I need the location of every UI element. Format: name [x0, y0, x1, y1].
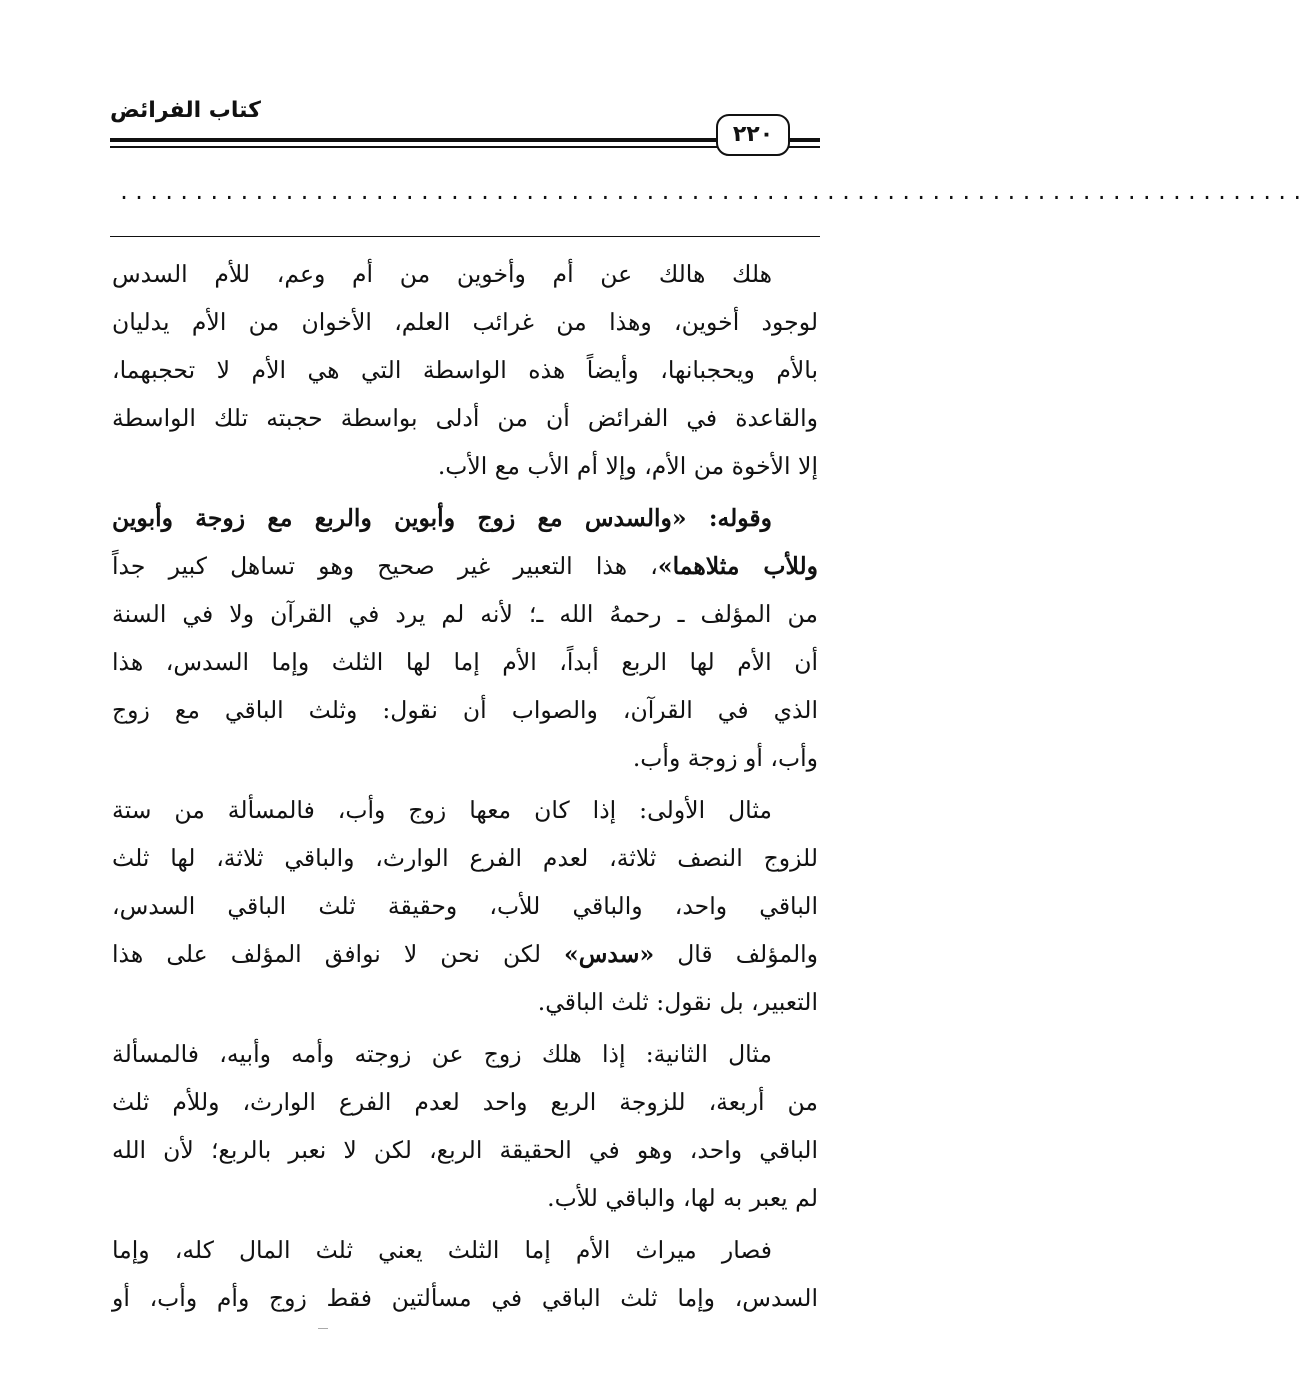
text-line: أن الأم لها الربع أبداً، الأم إما لها الثلث وإما السدس، هذا — [112, 648, 818, 676]
text-line: الباقي واحد، والباقي للأب، وحقيقة ثلث الباقي السدس، — [112, 892, 818, 920]
paragraph-1 — [112, 250, 818, 490]
page-body — [112, 250, 818, 1326]
text-line: مثال الأولى: إذا كان معها زوج وأب، فالمسألة من ستة — [112, 796, 772, 824]
text-line: وأب، أو زوجة وأب. — [632, 744, 818, 772]
text-line: بالأم ويحجبانها، وأيضاً هذه الواسطة التي هي الأم لا تحجبهما، — [112, 356, 818, 384]
paragraph-4 — [112, 1030, 818, 1222]
page-number: ٢٢٠ — [716, 114, 790, 156]
text-line: مثال الثانية: إذا هلك زوج عن زوجته وأمه وأبيه، فالمسألة — [112, 1040, 772, 1068]
text-line: فصار ميراث الأم إما الثلث يعني ثلث المال كله، وإما — [112, 1236, 772, 1264]
text-line-quote: وقوله: «والسدس مع زوج وأبوين والربع مع زوجة وأبوين — [112, 504, 772, 532]
dotted-separator: ............................................................................... — [118, 180, 1306, 204]
text-span: والمؤلف قال — [654, 940, 818, 968]
text-line — [112, 930, 818, 978]
bold-quote: وللأب مثلاهما» — [657, 552, 818, 580]
text-line: إلا الأخوة من الأم، وإلا أم الأب مع الأب. — [437, 452, 818, 480]
running-title: كتاب الفرائض — [110, 98, 261, 123]
paragraph-5 — [112, 1226, 818, 1322]
text-line: لم يعبر به لها، والباقي للأب. — [547, 1184, 818, 1212]
text-line: من المؤلف ـ رحمهُ الله ـ؛ لأنه لم يرد في القرآن ولا في السنة — [112, 600, 818, 628]
text-line: السدس، وإما ثلث الباقي في مسألتين فقط زوج وأم وأب، أو — [112, 1284, 818, 1312]
text-line: لوجود أخوين، وهذا من غرائب العلم، الأخوان من الأم يدليان — [112, 308, 818, 336]
scan-speck — [318, 1328, 328, 1329]
text-line — [112, 542, 818, 590]
text-line: الذي في القرآن، والصواب أن نقول: وثلث الباقي مع زوج — [112, 696, 818, 724]
text-line: للزوج النصف ثلاثة، لعدم الفرع الوارث، والباقي ثلاثة، لها ثلث — [112, 844, 818, 872]
header-rule-thick — [110, 138, 820, 142]
text-span: لكن نحن لا نوافق المؤلف على هذا — [112, 940, 565, 968]
text-line: والقاعدة في الفرائض أن من أدلى بواسطة حجبته تلك الواسطة — [112, 404, 818, 432]
text-line: من أربعة، للزوجة الربع واحد لعدم الفرع الوارث، وللأم ثلث — [112, 1088, 818, 1116]
paragraph-2 — [112, 494, 818, 782]
header-rule-thin — [110, 146, 820, 148]
text-line: الباقي واحد، وهو في الحقيقة الربع، لكن لا نعبر بالربع؛ لأن الله — [112, 1136, 818, 1164]
text-line: هلك هالك عن أم وأخوين من أم وعم، للأم السدس — [112, 260, 772, 288]
text-line: التعبير، بل نقول: ثلث الباقي. — [537, 988, 818, 1016]
text-span: ، هذا التعبير غير صحيح وهو تساهل كبير جداً — [112, 552, 658, 580]
paragraph-3 — [112, 786, 818, 1026]
bold-quote: «سدس» — [564, 940, 655, 968]
text-separator-rule — [110, 236, 820, 237]
